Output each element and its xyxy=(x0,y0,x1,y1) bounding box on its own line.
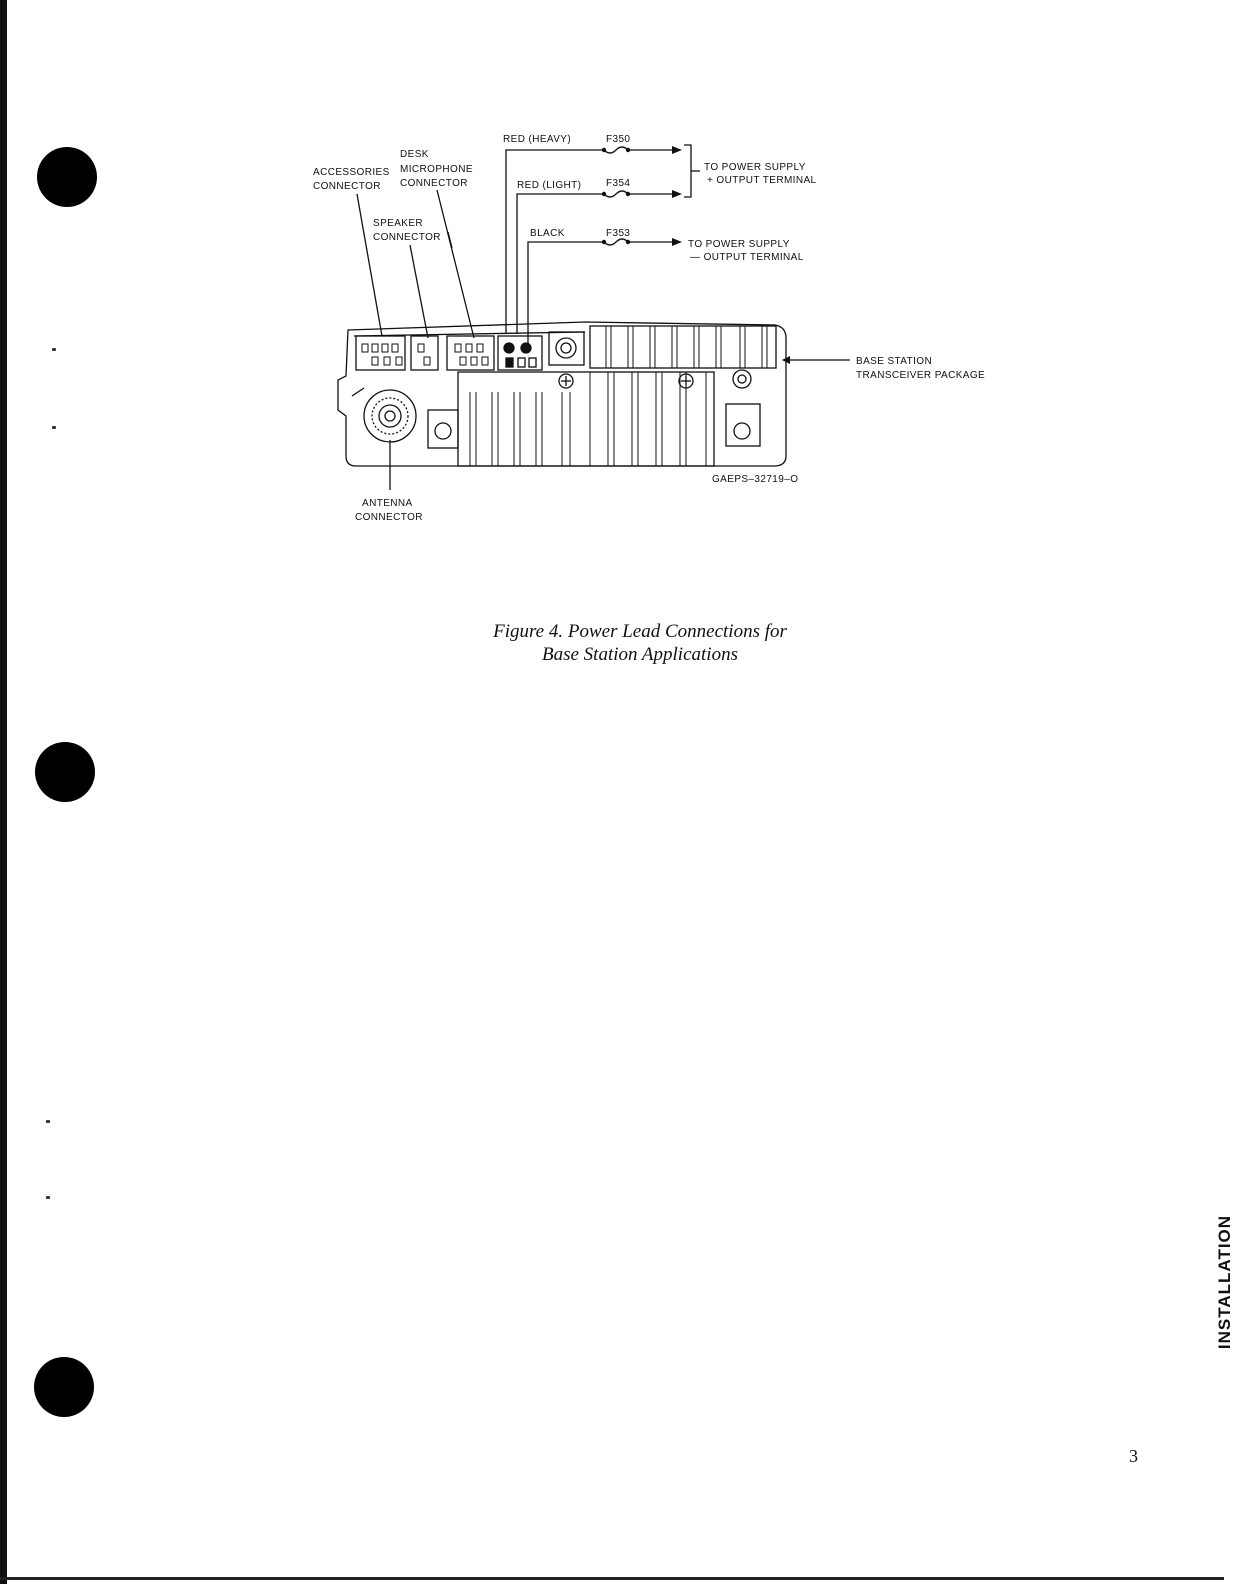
speaker-label-1: SPEAKER xyxy=(373,218,424,229)
rear-heatsink xyxy=(590,326,776,368)
speaker-leader xyxy=(410,245,428,338)
speaker-label-tick xyxy=(448,232,452,248)
desk-mic-label-2: MICROPHONE xyxy=(400,164,473,175)
rear-screw xyxy=(733,370,751,388)
arrow-red-light xyxy=(672,190,682,198)
red-light-label: RED (LIGHT) xyxy=(517,180,582,191)
front-heatsink xyxy=(458,372,714,466)
accessories-label-1: ACCESSORIES xyxy=(313,167,390,178)
arrow-black xyxy=(672,238,682,246)
fuse-f350-symbol xyxy=(604,147,628,153)
antenna-label-1: ANTENNA xyxy=(362,498,413,509)
black-label: BLACK xyxy=(530,228,565,239)
drawing-number: GAEPS–32719–O xyxy=(712,474,799,485)
fuse-f350-label: F350 xyxy=(606,134,631,145)
power-pin-light xyxy=(521,343,531,353)
page-number: 3 xyxy=(1129,1446,1138,1466)
power-positive-label-2: + OUTPUT TERMINAL xyxy=(707,175,817,186)
desk-mic-leader xyxy=(437,190,474,338)
fuse-f354-symbol xyxy=(604,191,628,197)
mount-bracket-left xyxy=(428,410,458,448)
fuse-f353-symbol xyxy=(604,239,628,245)
figure-caption-line-1: Figure 4. Power Lead Connections for xyxy=(493,621,787,642)
arrow-red-heavy xyxy=(672,146,682,154)
desk-mic-label-1: DESK xyxy=(400,149,429,160)
red-light-lead xyxy=(517,194,604,334)
section-side-tab: INSTALLATION xyxy=(1215,1214,1234,1350)
figure-caption xyxy=(390,620,890,666)
power-negative-label-2: — OUTPUT TERMINAL xyxy=(690,252,804,263)
power-negative-label-1: TO POWER SUPPLY xyxy=(688,239,790,250)
red-heavy-label: RED (HEAVY) xyxy=(503,134,572,145)
package-label-2: TRANSCEIVER PACKAGE xyxy=(856,370,986,381)
accessories-label-2: CONNECTOR xyxy=(313,181,381,192)
accessories-leader xyxy=(357,194,382,336)
figure-caption-line-2: Base Station Applications xyxy=(542,644,738,665)
aux-receptacle xyxy=(549,332,584,365)
mount-bracket-right xyxy=(726,404,760,446)
power-positive-label-1: TO POWER SUPPLY xyxy=(704,162,806,173)
antenna-label-2: CONNECTOR xyxy=(355,512,423,523)
positive-bracket xyxy=(684,145,691,197)
desk-mic-label-3: CONNECTOR xyxy=(400,178,468,189)
power-pin-heavy xyxy=(504,343,514,353)
fuse-f354-label: F354 xyxy=(606,178,631,189)
fuse-f353-label: F353 xyxy=(606,228,631,239)
speaker-label-2: CONNECTOR xyxy=(373,232,441,243)
package-label-1: BASE STATION xyxy=(856,356,933,367)
